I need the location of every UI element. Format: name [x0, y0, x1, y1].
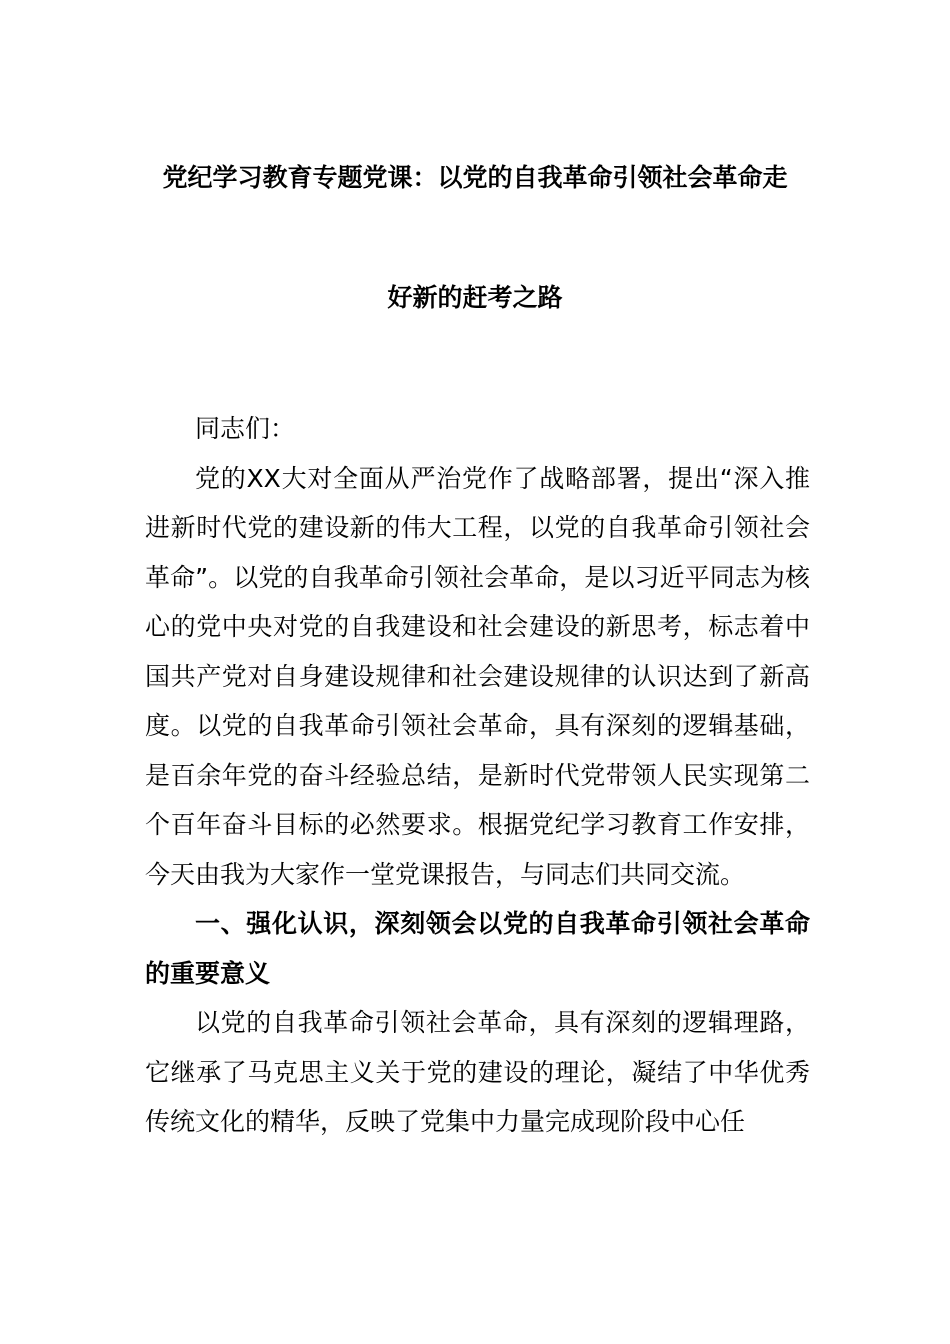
- paragraph-section-1: 以党的自我革命引领社会革命，具有深刻的逻辑理路，它继承了马克思主义关于党的建设的理论，凝结了中华优秀传统文化的精华，反映了党集中力量完成现阶段中心任: [145, 1008, 810, 1136]
- document-title-line-2: 好新的赶考之路: [387, 283, 563, 312]
- salutation: 同志们：: [195, 414, 296, 443]
- paragraph-intro: 党的XX大对全面从严治党作了战略部署，提出“深入推进新时代党的建设新的伟大工程，以党的自我革命引领社会革命”。以党的自我革命引领社会革命，是以习近平同志为核心的党中央对党的自我建设和社会建设的新思考，标志着中国共产党对自身建设规律和社会建设规律的认识达到了新高度。以党的自我革命引领社会革命，具有深刻的逻辑基础，是百余年党的奋斗经验总结，是新时代党带领人民实现第二个百年奋斗目标的必然要求。根据党纪学习教育工作安排，今天由我为大家作一堂党课报告，与同志们共同交流。: [145, 463, 810, 889]
- section-heading-1: 一、强化认识，深刻领会以党的自我革命引领社会革命的重要意义: [145, 909, 810, 988]
- document-title-line-1: 党纪学习教育专题党课：以党的自我革命引领社会革命走: [162, 163, 788, 192]
- document-body: [145, 404, 810, 1147]
